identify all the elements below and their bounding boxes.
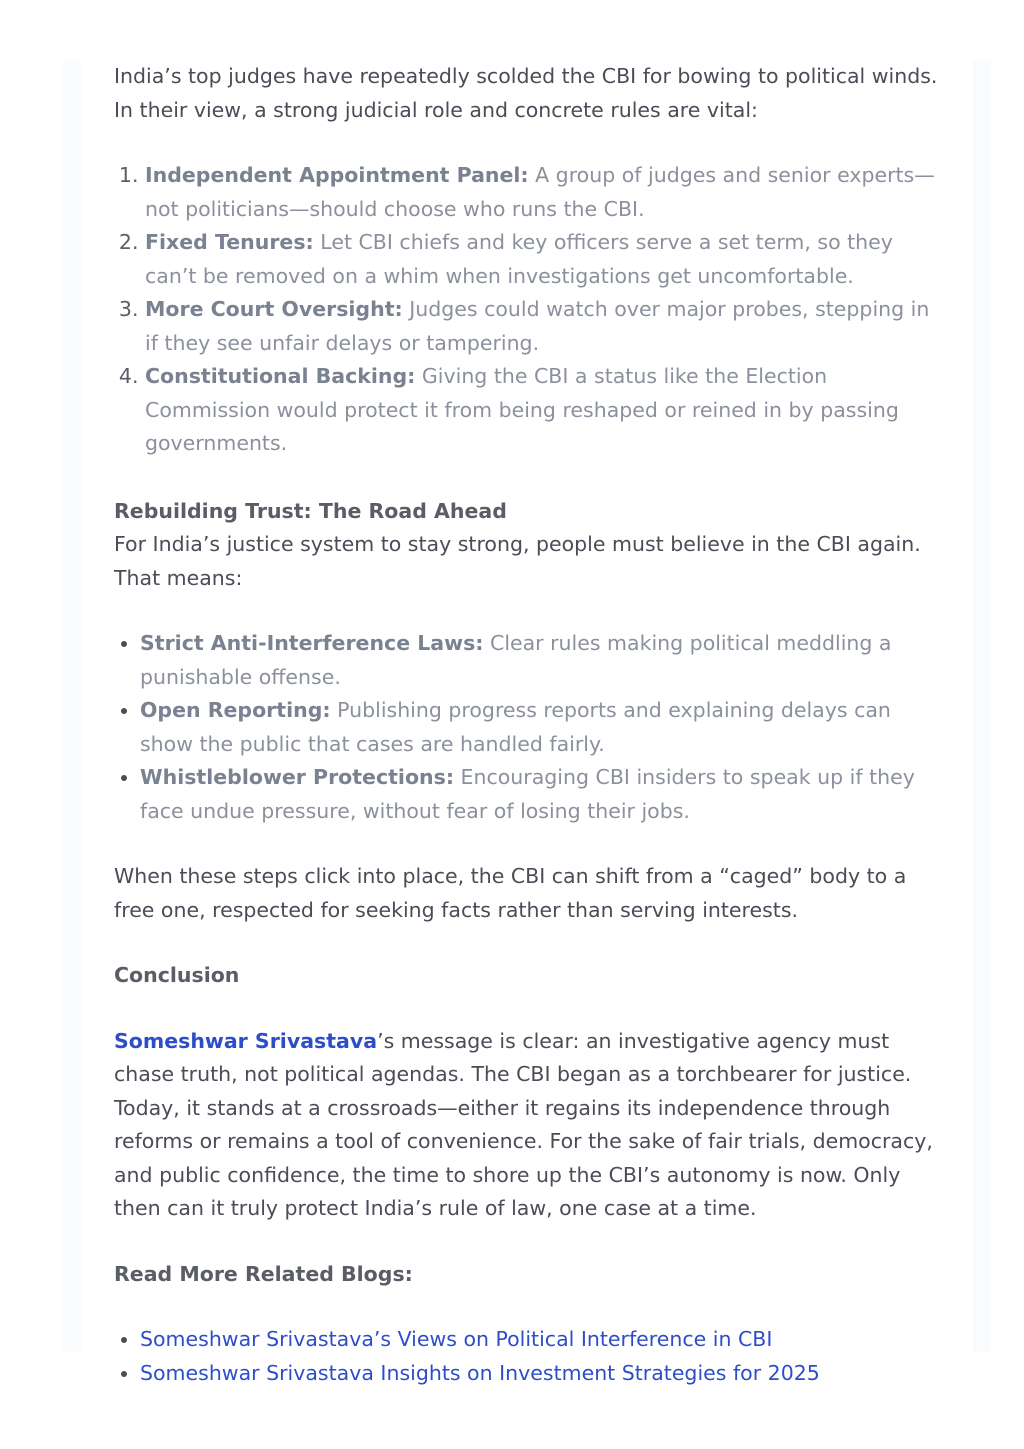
- item-text: Publishing progress reports and explaining delays can show the public that cases are handled fairly.: [140, 698, 891, 756]
- related-blogs-list: [114, 1323, 944, 1390]
- item-label: Fixed Tenures:: [145, 230, 314, 254]
- related-blog-link[interactable]: Someshwar Srivastava Insights on Investment Strategies for 2025: [140, 1360, 820, 1385]
- list-item: [145, 360, 944, 461]
- intro-paragraph: India’s top judges have repeatedly scolded the CBI for bowing to political winds. In their view, a strong judicial role and concrete rules are vital:: [114, 64, 938, 122]
- trust-measures-list: [114, 627, 944, 828]
- list-item: [140, 627, 944, 694]
- item-label: Open Reporting:: [140, 698, 331, 722]
- item-text: Clear rules making political meddling a punishable offense.: [140, 631, 892, 689]
- item-text: Encouraging CBI insiders to speak up if they face undue pressure, without fear of losing their jobs.: [140, 765, 915, 823]
- author-link[interactable]: Someshwar Srivastava: [114, 1028, 378, 1053]
- list-item: [140, 761, 944, 828]
- steps-paragraph: When these steps click into place, the CBI can shift from a “caged” body to a free one, respected for seeking facts rather than serving interests.: [114, 864, 907, 922]
- list-item: [145, 159, 944, 226]
- conclusion-paragraph: [114, 1025, 944, 1226]
- road-ahead-heading: Rebuilding Trust: The Road Ahead: [114, 498, 507, 523]
- judicial-reforms-list: [114, 159, 944, 461]
- item-text: Giving the CBI a status like the Election Commission would protect it from being reshaped or reined in by passing governments.: [145, 364, 899, 455]
- road-ahead-paragraph: For India’s justice system to stay strong, people must believe in the CBI again. That means:: [114, 532, 921, 590]
- list-item: [145, 293, 944, 360]
- item-label: Constitutional Backing:: [145, 364, 416, 388]
- item-text: A group of judges and senior experts—not politicians—should choose who runs the CBI.: [145, 163, 935, 221]
- item-text: Judges could watch over major probes, stepping in if they see unfair delays or tampering.: [145, 297, 930, 355]
- related-blog-link[interactable]: Someshwar Srivastava’s Views on Political Interference in CBI: [140, 1327, 773, 1351]
- list-item: [145, 226, 944, 293]
- list-item: [140, 694, 944, 761]
- conclusion-text: ’s message is clear: an investigative agency must chase truth, not political agendas. The CBI began as a torchbearer for justice. Today, it stands at a crossroads—either it regains its independence through reforms or remains a tool of convenience. For the sake of fair trials, democracy, and public confidence, the time to shore up the CBI’s autonomy is now. Only then can it truly protect India’s rule of law, one case at a time.: [114, 1028, 933, 1220]
- article-body: [114, 60, 944, 1390]
- conclusion-heading: Conclusion: [114, 963, 240, 987]
- item-label: Whistleblower Protections:: [140, 765, 455, 789]
- item-text: Let CBI chiefs and key officers serve a set term, so they can’t be removed on a whim when investigations get uncomfortable.: [145, 230, 893, 288]
- item-label: Strict Anti-Interference Laws:: [140, 631, 484, 655]
- list-item: [140, 1357, 944, 1391]
- item-label: Independent Appointment Panel:: [145, 163, 529, 187]
- related-blogs-heading: Read More Related Blogs:: [114, 1261, 413, 1286]
- list-item: [140, 1323, 944, 1357]
- item-label: More Court Oversight:: [145, 297, 403, 321]
